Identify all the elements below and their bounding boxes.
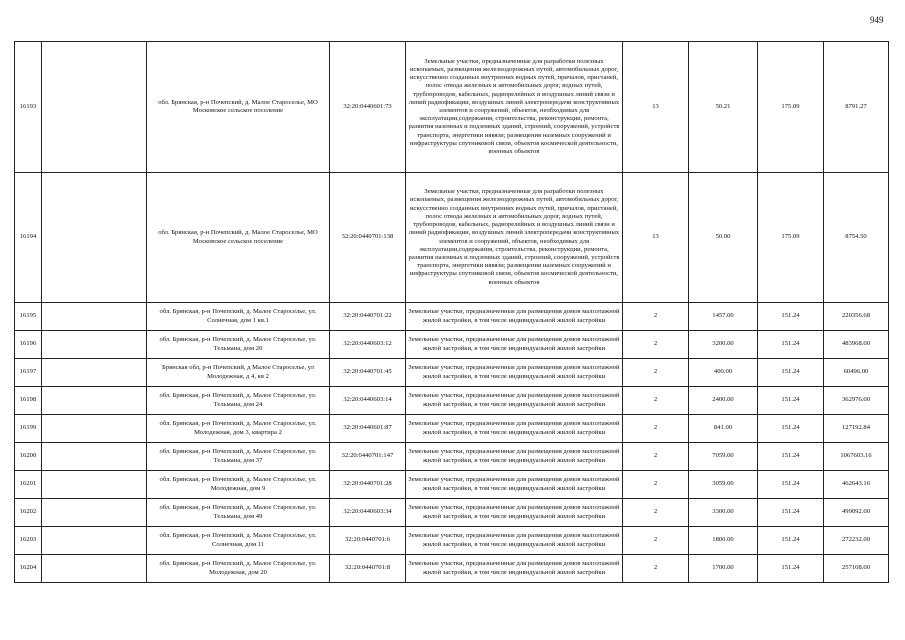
land-purpose-cell: Земельные участки, предназначенные для размещения домов малоэтажной жилой застройки, в том числе индивидуальной жилой застройки xyxy=(406,359,623,387)
specific-value-cell: 151.24 xyxy=(758,387,824,415)
cadastral-value-cell: 127192.84 xyxy=(824,415,889,443)
cadastral-value-cell: 257108.00 xyxy=(824,555,889,583)
land-purpose-cell: Земельные участки, предназначенные для размещения домов малоэтажной жилой застройки, в том числе индивидуальной жилой застройки xyxy=(406,555,623,583)
group-code-cell: 2 xyxy=(623,415,689,443)
table-row xyxy=(15,471,889,499)
cadastral-number-cell: 32:20:0440701:22 xyxy=(330,303,406,331)
spacer-cell xyxy=(42,331,147,359)
cadastral-value-cell: 220356.68 xyxy=(824,303,889,331)
land-purpose-cell: Земельные участки, предназначенные для размещения домов малоэтажной жилой застройки, в том числе индивидуальной жилой застройки xyxy=(406,527,623,555)
row-number-cell: 16202 xyxy=(15,499,42,527)
table-row xyxy=(15,173,889,303)
area-cell: 1800.00 xyxy=(689,527,758,555)
cadastral-value-table xyxy=(14,41,889,583)
specific-value-cell: 151.24 xyxy=(758,359,824,387)
row-number-cell: 16201 xyxy=(15,471,42,499)
specific-value-cell: 151.24 xyxy=(758,331,824,359)
area-cell: 1457.00 xyxy=(689,303,758,331)
table-row xyxy=(15,527,889,555)
cadastral-value-cell: 1067603.16 xyxy=(824,443,889,471)
cadastral-number-cell: 32:20:0440701:6 xyxy=(330,527,406,555)
cadastral-value-cell: 499092.00 xyxy=(824,499,889,527)
address-cell: Брянская обл, р-н Почепский, д Малое Староселье, ул Молодежная, д 4, кв 2 xyxy=(147,359,330,387)
land-purpose-cell: Земельные участки, предназначенные для размещения домов малоэтажной жилой застройки, в том числе индивидуальной жилой застройки xyxy=(406,471,623,499)
area-cell: 1700.00 xyxy=(689,555,758,583)
cadastral-number-cell: 32:20:0440603:34 xyxy=(330,499,406,527)
table-row xyxy=(15,303,889,331)
land-purpose-cell: Земельные участки, предназначенные для размещения домов малоэтажной жилой застройки, в том числе индивидуальной жилой застройки xyxy=(406,303,623,331)
table-row xyxy=(15,499,889,527)
row-number-cell: 16199 xyxy=(15,415,42,443)
land-purpose-cell: Земельные участки, предназначенные для размещения домов малоэтажной жилой застройки, в том числе индивидуальной жилой застройки xyxy=(406,499,623,527)
row-number-cell: 16196 xyxy=(15,331,42,359)
cadastral-value-cell: 272232.00 xyxy=(824,527,889,555)
specific-value-cell: 151.24 xyxy=(758,303,824,331)
specific-value-cell: 175.09 xyxy=(758,173,824,303)
cadastral-number-cell: 32:20:0440701:28 xyxy=(330,471,406,499)
row-number-cell: 16195 xyxy=(15,303,42,331)
group-code-cell: 2 xyxy=(623,359,689,387)
area-cell: 3059.00 xyxy=(689,471,758,499)
address-cell: обл. Брянская, р-н Почепский, д. Малое Староселье, ул. Солнечная, дом 11 xyxy=(147,527,330,555)
land-purpose-cell: Земельные участки, предназначенные для разработки полезных ископаемых, размещения железнодорожных путей, автомобильных дорог, искусственно созданных внутренних водных путей, причалов, пристаней, полос отвода железных и автомобильных дорог, водных путей, трубопроводов, кабельных, радиорелейных и воздушных линий связи и линий радиофикации, воздушных линий электропередачи конструктивных элементов и сооружений, объектов, необходимых для эксплуатации,содержания, строительства, реконструкции, ремонта, развития наземных и подземных зданий, строений, сооружений, устройств транспорта, энергетики иявязи; размещения наземных сооружений и инфраструктуры спутниковой связи, объектов космической деятельности, военных объектов xyxy=(406,173,623,303)
specific-value-cell: 151.24 xyxy=(758,555,824,583)
cadastral-value-cell: 362976.00 xyxy=(824,387,889,415)
table-row xyxy=(15,555,889,583)
land-purpose-cell: Земельные участки, предназначенные для размещения домов малоэтажной жилой застройки, в том числе индивидуальной жилой застройки xyxy=(406,387,623,415)
spacer-cell xyxy=(42,471,147,499)
specific-value-cell: 151.24 xyxy=(758,471,824,499)
table-row xyxy=(15,443,889,471)
land-purpose-cell: Земельные участки, предназначенные для размещения домов малоэтажной жилой застройки, в том числе индивидуальной жилой застройки xyxy=(406,415,623,443)
address-cell: обл. Брянская, р-н Почепский, д. Малое Староселье, ул. Солнечная, дом 1 кв.1 xyxy=(147,303,330,331)
row-number-cell: 16193 xyxy=(15,42,42,173)
area-cell: 400.00 xyxy=(689,359,758,387)
spacer-cell xyxy=(42,173,147,303)
address-cell: обл. Брянская, р-н Почепский, д. Малое Староселье, ул. Тельмана, дом 20 xyxy=(147,331,330,359)
specific-value-cell: 175.09 xyxy=(758,42,824,173)
address-cell: обл. Брянская, р-н Почепский, д. Малое Староселье, ул. Тельмана, дом 49 xyxy=(147,499,330,527)
cadastral-value-cell: 462643.16 xyxy=(824,471,889,499)
area-cell: 3200.00 xyxy=(689,331,758,359)
spacer-cell xyxy=(42,527,147,555)
land-purpose-cell: Земельные участки, предназначенные для размещения домов малоэтажной жилой застройки, в том числе индивидуальной жилой застройки xyxy=(406,443,623,471)
cadastral-number-cell: 32:20:0440603:14 xyxy=(330,387,406,415)
page-number: 949 xyxy=(870,15,884,25)
cadastral-value-cell: 8791.27 xyxy=(824,42,889,173)
land-purpose-cell: Земельные участки, предназначенные для разработки полезных ископаемых, размещения железнодорожных путей, автомобильных дорог, искусственно созданных внутренних водных путей, причалов, пристаней, полос отвода железных и автомобильных дорог, водных путей, трубопроводов, кабельных, радиорелейных и воздушных линий связи и линий радиофикации, воздушных линий электропередачи конструктивных элементов и сооружений, объектов, необходимых для эксплуатации,содержания, строительства, реконструкции, ремонта, развития наземных и подземных зданий, строений, сооружений, устройств транспорта, энергетики иявязи; размещения наземных сооружений и инфраструктуры спутниковой связи, объектов космической деятельности, военных объектов xyxy=(406,42,623,173)
address-cell: обл. Брянская, р-н Почепский, д. Малое Староселье, ул. Тельмана, дом 37 xyxy=(147,443,330,471)
cadastral-value-cell: 8754.50 xyxy=(824,173,889,303)
cadastral-value-cell: 60496.00 xyxy=(824,359,889,387)
spacer-cell xyxy=(42,387,147,415)
area-cell: 841.00 xyxy=(689,415,758,443)
row-number-cell: 16194 xyxy=(15,173,42,303)
land-purpose-cell: Земельные участки, предназначенные для размещения домов малоэтажной жилой застройки, в том числе индивидуальной жилой застройки xyxy=(406,331,623,359)
address-cell: обл. Брянская, р-н Почепский, д. Малое Староселье, МО Московское сельское поселение xyxy=(147,42,330,173)
area-cell: 7059.00 xyxy=(689,443,758,471)
cadastral-number-cell: 32:20:0440701:138 xyxy=(330,173,406,303)
group-code-cell: 2 xyxy=(623,331,689,359)
specific-value-cell: 151.24 xyxy=(758,527,824,555)
group-code-cell: 13 xyxy=(623,42,689,173)
address-cell: обл. Брянская, р-н Почепский, д. Малое Староселье, ул. Молодежная, дом 9 xyxy=(147,471,330,499)
row-number-cell: 16204 xyxy=(15,555,42,583)
table-row xyxy=(15,42,889,173)
spacer-cell xyxy=(42,303,147,331)
group-code-cell: 2 xyxy=(623,443,689,471)
row-number-cell: 16198 xyxy=(15,387,42,415)
group-code-cell: 13 xyxy=(623,173,689,303)
table-row xyxy=(15,331,889,359)
spacer-cell xyxy=(42,499,147,527)
cadastral-number-cell: 32:20:0440701:147 xyxy=(330,443,406,471)
address-cell: обл. Брянская, р-н Почепский, д. Малое Староселье, ул. Тельмана, дом 24 xyxy=(147,387,330,415)
row-number-cell: 16197 xyxy=(15,359,42,387)
group-code-cell: 2 xyxy=(623,555,689,583)
cadastral-value-cell: 483968.00 xyxy=(824,331,889,359)
specific-value-cell: 151.24 xyxy=(758,443,824,471)
spacer-cell xyxy=(42,443,147,471)
group-code-cell: 2 xyxy=(623,303,689,331)
cadastral-number-cell: 32:20:0440603:12 xyxy=(330,331,406,359)
area-cell: 50.00 xyxy=(689,173,758,303)
area-cell: 50.21 xyxy=(689,42,758,173)
table-row xyxy=(15,387,889,415)
cadastral-number-cell: 32:20:0440701:45 xyxy=(330,359,406,387)
group-code-cell: 2 xyxy=(623,527,689,555)
row-number-cell: 16203 xyxy=(15,527,42,555)
address-cell: обл. Брянская, р-н Почепский, д. Малое Староселье, ул. Молодежная, дом 3, квартира 2 xyxy=(147,415,330,443)
cadastral-number-cell: 32:20:0440601:73 xyxy=(330,42,406,173)
group-code-cell: 2 xyxy=(623,471,689,499)
table-row xyxy=(15,359,889,387)
area-cell: 2400.00 xyxy=(689,387,758,415)
spacer-cell xyxy=(42,359,147,387)
spacer-cell xyxy=(42,42,147,173)
table-body xyxy=(15,42,889,583)
address-cell: обл. Брянская, р-н Почепский, д. Малое Староселье, ул. Молодежная, дом 20 xyxy=(147,555,330,583)
area-cell: 3300.00 xyxy=(689,499,758,527)
cadastral-number-cell: 32:20:0440601:87 xyxy=(330,415,406,443)
table-row xyxy=(15,415,889,443)
address-cell: обл. Брянская, р-н Почепский, д. Малое Староселье, МО Московское сельское поселение xyxy=(147,173,330,303)
cadastral-number-cell: 32:20:0440701:8 xyxy=(330,555,406,583)
specific-value-cell: 151.24 xyxy=(758,499,824,527)
specific-value-cell: 151.24 xyxy=(758,415,824,443)
group-code-cell: 2 xyxy=(623,499,689,527)
spacer-cell xyxy=(42,555,147,583)
row-number-cell: 16200 xyxy=(15,443,42,471)
spacer-cell xyxy=(42,415,147,443)
group-code-cell: 2 xyxy=(623,387,689,415)
